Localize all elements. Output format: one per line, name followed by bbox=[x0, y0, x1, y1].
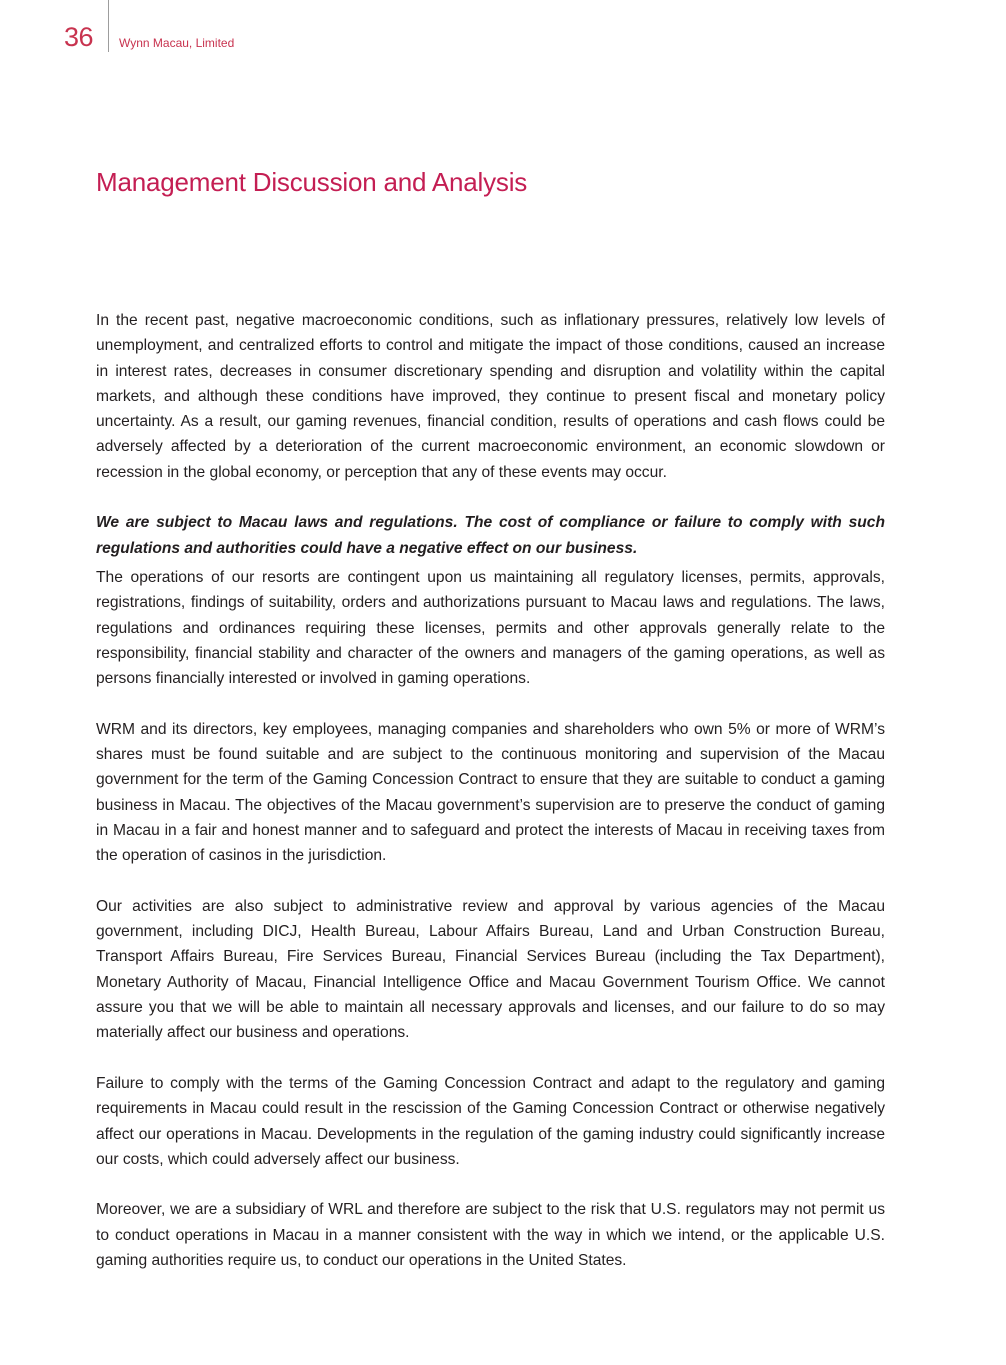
page-number: 36 bbox=[64, 22, 94, 52]
body-content bbox=[96, 308, 885, 1273]
paragraph-operations: The operations of our resorts are contingent upon us maintaining all regulatory licenses, permits, approvals, registrations, findings of suitability, orders and authorizations pursuant to Macau laws and regulations. The laws, regulations and ordinances requiring these licenses, permits and other approvals generally relate to the responsibility, financial stability and character of the owners and managers of the gaming operations, as well as persons financially interested or involved in gaming operations. bbox=[96, 568, 885, 688]
paragraph-concession: Failure to comply with the terms of the Gaming Concession Contract and adapt to the regulatory and gaming requirements in Macau could result in the rescission of the Gaming Concession Contract or otherwise negatively affect our operations in Macau. Developments in the regulation of the gaming industry could significantly increase our costs, which could adversely affect our business. bbox=[96, 1074, 885, 1168]
paragraph-us-regulators: Moreover, we are a subsidiary of WRL and therefore are subject to the risk that U.S. regulators may not permit us to conduct operations in Macau in a manner consistent with the way in which we intend, or the applicable U.S. gaming authorities require us, to conduct our operations in the United States. bbox=[96, 1201, 885, 1269]
paragraph-macroeconomic: In the recent past, negative macroeconomic conditions, such as inflationary pressures, relatively low levels of unemployment, and centralized efforts to control and mitigate the impact of those conditions, caused an increase in interest rates, decreases in consumer discretionary spending and disruption and volatility within the capital markets, and although these conditions have improved, they continue to present fiscal and monetary policy uncertainty. As a result, our gaming revenues, financial condition, results of operations and cash flows could be adversely affected by a deterioration of the current macroeconomic environment, an economic slowdown or recession in the global economy, or perception that any of these events may occur. bbox=[96, 312, 885, 481]
paragraph-wrm-suitability: WRM and its directors, key employees, managing companies and shareholders who own 5% or more of WRM’s shares must be found suitable and are subject to the continuous monitoring and supervision of the Macau government for the term of the Gaming Concession Contract to ensure that they are suitable to conduct a gaming business in Macau. The objectives of the Macau government’s supervision are to preserve the conduct of gaming in Macau in a fair and honest manner and to safeguard and protect the interests of Macau in receiving taxes from the operation of casinos in the jurisdiction. bbox=[96, 720, 885, 865]
risk-subheading: We are subject to Macau laws and regulations. The cost of compliance or failure to comply with such regulations and authorities could have a negative effect on our business. bbox=[96, 514, 885, 557]
header-divider bbox=[108, 0, 109, 52]
company-name: Wynn Macau, Limited bbox=[119, 36, 235, 50]
page-title: Management Discussion and Analysis bbox=[96, 167, 528, 197]
paragraph-agencies: Our activities are also subject to administrative review and approval by various agencies of the Macau government, including DICJ, Health Bureau, Labour Affairs Bureau, Land and Urban Construction Bureau, Transport Affairs Bureau, Fire Services Bureau, Financial Services Bureau (including the Tax Department), Monetary Authority of Macau, Financial Intelligence Office and Macau Government Tourism Office. We cannot assure you that we will be able to maintain all necessary approvals and licenses, and our failure to do so may materially affect our business and operations. bbox=[96, 897, 885, 1042]
page-header bbox=[0, 0, 1006, 60]
